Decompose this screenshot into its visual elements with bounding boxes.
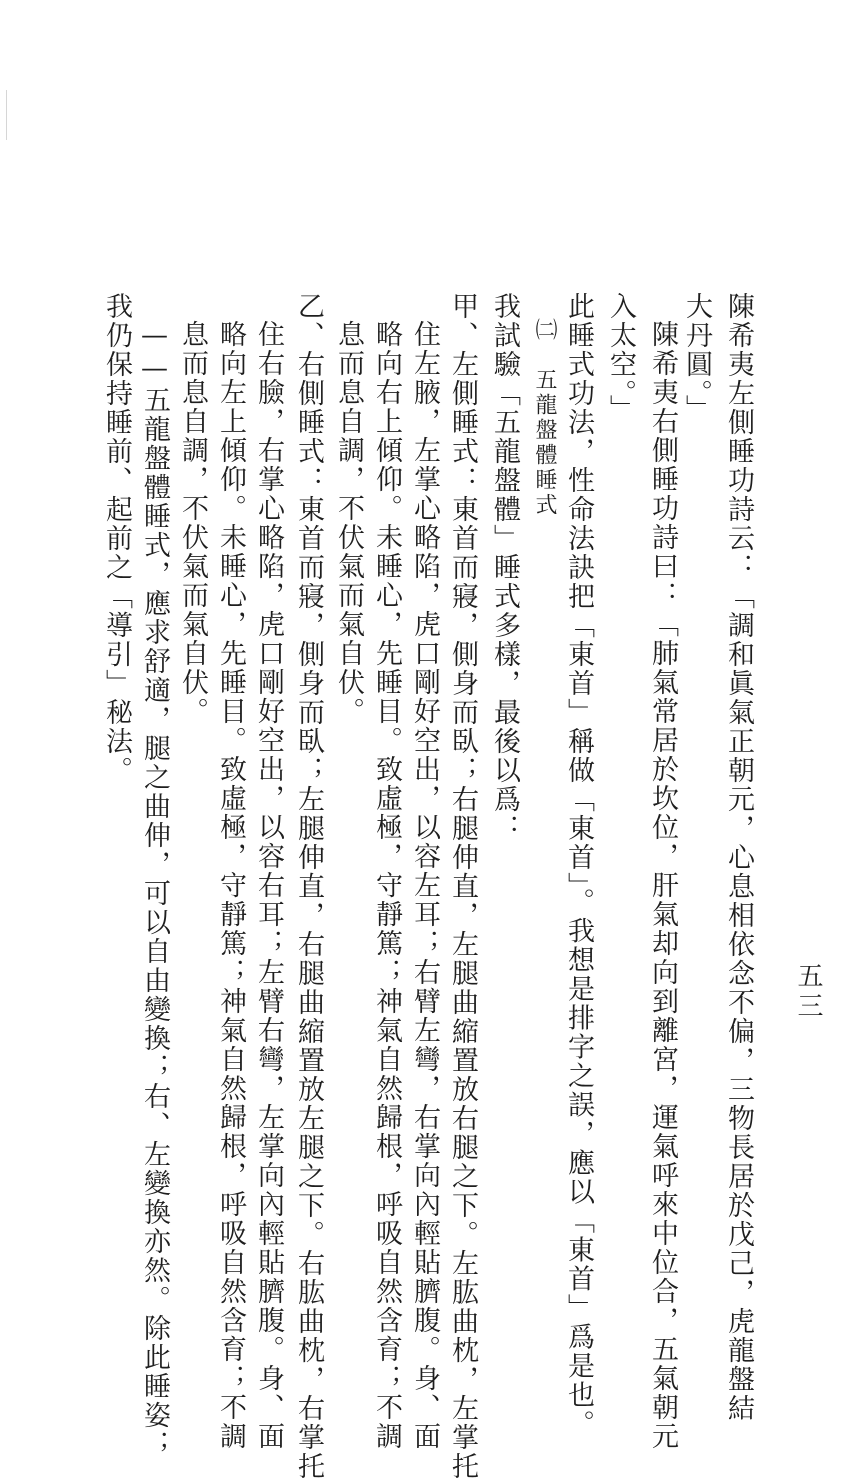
- text-column-12: 乙、右側睡式：東首而寢，側身而臥；左腿伸直，右腿曲縮置放左腿之下。右肱曲枕，右掌托: [293, 292, 324, 1481]
- text-column-7: 我試驗「五龍盤體」睡式多樣，最後以爲：: [489, 292, 520, 843]
- text-column-11: 息而息自調，不伏氣而氣自伏。: [333, 320, 364, 726]
- text-column-15: 息而息自調，不伏氣而氣自伏。: [177, 320, 208, 726]
- page-number: 五三: [793, 962, 823, 1022]
- text-column-3: 陳希夷右側睡功詩曰：「肺氣常居於坎位，肝氣却向到離宮，運氣呼來中位合，五氣朝元: [647, 320, 678, 1451]
- text-column-9: 住左腋，左掌心略陷，虎口剛好空出，以容左耳；右臂左彎，右掌向內輕貼臍腹。身、面: [409, 320, 440, 1451]
- text-column-4: 入太空。」: [605, 292, 636, 424]
- text-column-17: 我仍保持睡前、起前之「導引」秘法。: [101, 292, 132, 785]
- text-column-13: 住右臉，右掌心略陷，虎口剛好空出，以容右耳；左臂右彎，左掌向內輕貼臍腹。身、面: [253, 320, 284, 1451]
- text-column-10: 略向右上傾仰。未睡心，先睡目。致虛極，守靜篤；神氣自然歸根，呼吸自然含育；不調: [371, 320, 402, 1451]
- text-column-14: 略向左上傾仰。未睡心，先睡目。致虛極，守靜篤；神氣自然歸根，呼吸自然含育；不調: [215, 320, 246, 1451]
- text-column-2: 大丹圓。」: [681, 292, 712, 424]
- section-heading: ㈡ 五龍盤體睡式: [532, 318, 557, 518]
- text-column-16: ——五龍盤體睡式，應求舒適，腿之曲伸，可以自由變換；右、左變換亦然。除此睡姿；: [139, 320, 170, 1459]
- text-column-5: 此睡式功法，性命法訣把「東首」稱做「東首」。我想是排字之誤，應以「東首」爲是也。: [563, 292, 594, 1439]
- text-column-8: 甲、左側睡式：東首而寢，側身而臥；右腿伸直，左腿曲縮置放右腿之下。左肱曲枕，左掌托: [447, 292, 478, 1481]
- text-column-1: 陳希夷左側睡功詩云：「調和眞氣正朝元，心息相依念不偏，三物長居於戊己，虎龍盤結: [723, 292, 754, 1423]
- scan-edge-mark: [6, 90, 7, 140]
